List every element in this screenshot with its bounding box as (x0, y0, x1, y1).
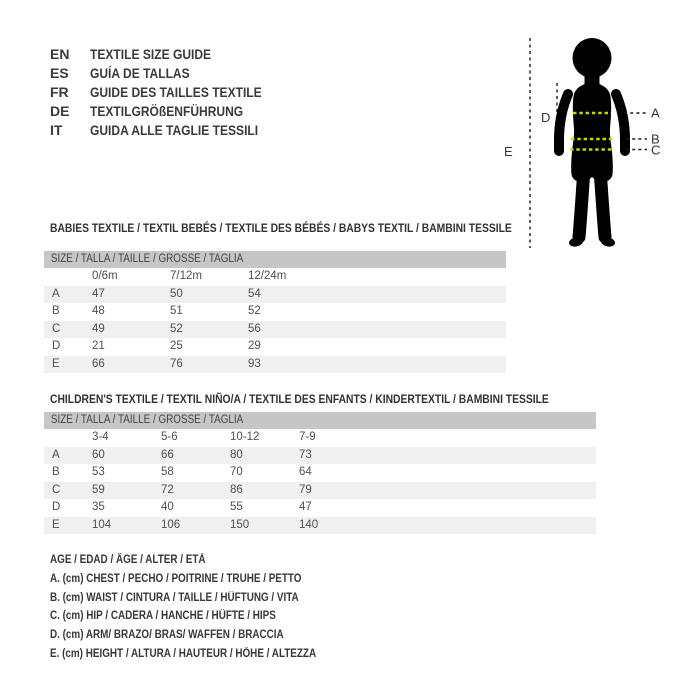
row-label: E (52, 357, 60, 370)
language-code: DE (50, 103, 70, 119)
size-header-label: SIZE / TALLA / TAILLE / GRÖSSE / TAGLIA (50, 253, 244, 265)
age-header-row (44, 429, 596, 447)
row-label-spacer (44, 268, 84, 286)
table-row-c (44, 321, 506, 339)
measure-label-b: B (651, 131, 660, 147)
size-value: 47 (92, 287, 105, 300)
table-row-b (44, 464, 596, 482)
size-value: 104 (92, 518, 112, 531)
size-value: 40 (161, 501, 174, 513)
language-row-en (50, 45, 290, 64)
size-value: 70 (230, 466, 243, 478)
age-column-header: 5-6 (161, 431, 178, 443)
language-row-es (50, 64, 290, 83)
legend-item-chest: A. (cm) CHEST / PECHO / POITRINE / TRUHE / PETTO (50, 572, 302, 585)
size-value: 76 (170, 357, 183, 370)
legend-item-hip: C. (cm) HIP / CADERA / HANCHE / HÜFTE / HIPS (50, 610, 276, 623)
table-row-d (44, 338, 506, 356)
table-row-a (44, 447, 596, 465)
legend-item-arm: D. (cm) ARM/ BRAZO/ BRAS/ WAFFEN / BRACCIA (50, 629, 284, 642)
age-column-header: 10-12 (230, 431, 260, 443)
language-row-de (50, 102, 290, 121)
size-value: 52 (170, 322, 183, 335)
legend-item-height: E. (cm) HEIGHT / ALTURA / HAUTEUR / HÖHE / ALTEZZA (50, 647, 317, 660)
language-title: TEXTILGRÖßENFÜHRUNG (90, 103, 244, 119)
size-value: 52 (248, 305, 261, 317)
row-label: C (52, 483, 61, 496)
size-value: 47 (299, 501, 312, 513)
row-label: D (52, 340, 61, 352)
age-header-row (44, 268, 506, 286)
age-column-header: 7/12m (170, 270, 202, 282)
size-value: 50 (170, 287, 183, 300)
size-header-row (44, 412, 596, 429)
size-value: 55 (230, 501, 243, 513)
language-title: GUIDA ALLE TAGLIE TESSILI (90, 122, 259, 138)
size-value: 29 (248, 340, 261, 352)
legend-item-waist: B. (cm) WAIST / CINTURA / TAILLE / HÜFTUNG / VITA (50, 591, 299, 604)
row-label-spacer (44, 429, 84, 447)
size-value: 66 (161, 448, 174, 461)
legend-age-line: AGE / EDAD / ÂGE / ALTER / ETÀ (50, 554, 206, 566)
babies-size-table (44, 251, 506, 373)
row-label: A (52, 448, 60, 461)
row-label: D (52, 501, 61, 513)
size-value: 48 (92, 305, 105, 317)
measure-label-a: A (651, 105, 660, 121)
size-value: 56 (248, 322, 261, 335)
language-title: TEXTILE SIZE GUIDE (90, 46, 212, 62)
babies-table-title: BABIES TEXTILE / TEXTIL BEBÉS / TEXTILE DES BÉBÉS / BABYS TEXTIL / BAMBINI TESSILE (50, 221, 512, 235)
children-table-title: CHILDREN'S TEXTILE / TEXTIL NIÑO/A / TEXTILE DES ENFANTS / KINDERTEXTIL / BAMBINI TESSILE (50, 392, 549, 406)
size-value: 80 (230, 448, 243, 461)
size-header-row (44, 251, 506, 268)
measurement-legend (50, 551, 359, 664)
table-row-c (44, 482, 596, 500)
silhouette-right-leg (600, 170, 605, 237)
row-label: E (52, 518, 60, 531)
language-code: IT (50, 122, 63, 138)
language-code: EN (50, 46, 70, 62)
table-row-e (44, 356, 506, 374)
age-column-header: 0/6m (92, 270, 118, 282)
row-label: A (52, 287, 60, 300)
table-row-d (44, 499, 596, 517)
size-value: 58 (161, 466, 174, 478)
child-silhouette (559, 38, 625, 248)
table-row-e (44, 517, 596, 535)
silhouette-right-arm (616, 94, 625, 151)
size-value: 25 (170, 340, 183, 352)
row-label: B (52, 305, 60, 317)
size-value: 150 (230, 518, 250, 531)
age-column-header: 12/24m (248, 270, 287, 282)
language-list (50, 45, 290, 140)
size-value: 49 (92, 322, 105, 335)
size-value: 60 (92, 448, 105, 461)
size-value: 140 (299, 518, 319, 531)
row-label: B (52, 466, 60, 478)
language-row-it (50, 121, 290, 140)
age-column-header: 7-9 (299, 431, 316, 443)
language-code: FR (50, 84, 69, 100)
size-header-label: SIZE / TALLA / TAILLE / GRÖSSE / TAGLIA (50, 414, 244, 426)
measure-label-d: D (541, 110, 551, 125)
table-row-a (44, 286, 506, 304)
size-value: 73 (299, 448, 312, 461)
size-value: 106 (161, 518, 181, 531)
age-column-header: 3-4 (92, 431, 109, 443)
size-value: 35 (92, 501, 105, 513)
children-size-table (44, 412, 596, 534)
size-value: 86 (230, 483, 243, 496)
language-title: GUIDE DES TAILLES TEXTILE (90, 84, 262, 100)
size-value: 21 (92, 340, 105, 352)
size-value: 93 (248, 357, 261, 370)
measure-label-e: E (504, 144, 513, 159)
language-row-fr (50, 83, 290, 102)
silhouette-torso (571, 83, 613, 183)
language-code: ES (50, 65, 69, 81)
size-value: 53 (92, 466, 105, 478)
size-value: 54 (248, 287, 261, 300)
measure-label-c: C (651, 142, 661, 158)
language-title: GUÍA DE TALLAS (90, 65, 190, 81)
size-value: 51 (170, 305, 183, 317)
size-value: 66 (92, 357, 105, 370)
table-row-b (44, 303, 506, 321)
silhouette-left-arm (559, 94, 568, 151)
row-label: C (52, 322, 61, 335)
size-value: 79 (299, 483, 312, 496)
size-value: 59 (92, 483, 105, 496)
size-value: 64 (299, 466, 312, 478)
size-value: 72 (161, 483, 174, 496)
